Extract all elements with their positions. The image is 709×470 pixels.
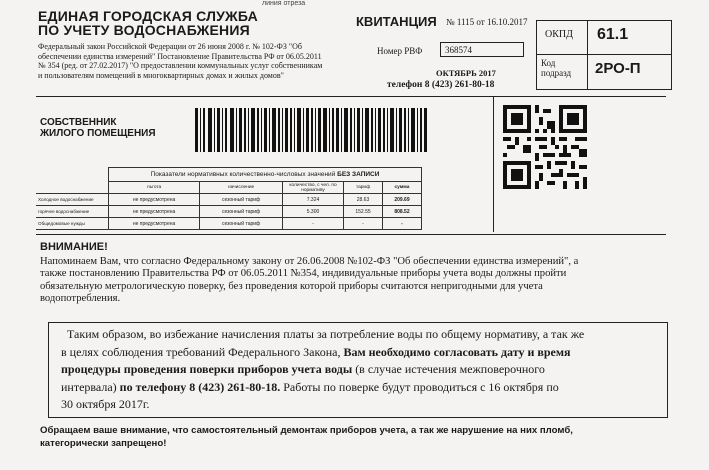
kod-label-line-2: подразд [541,68,572,78]
notice-line-3 [61,361,661,379]
notice-line-4-text: интервала) [61,379,120,394]
notice-line-2 [61,344,661,362]
codes-table [536,20,672,90]
attention-line-1: Напоминаем Вам, что согласно Федеральному закону от 26.06.2008 №102-ФЗ "Об обеспечении единства измерений", а [40,256,579,267]
footer-warning [40,425,680,450]
norm-table-caption-bold: БЕЗ ЗАПИСИ [337,171,380,178]
table-cell: - [283,218,344,230]
notice-text [61,326,661,414]
notice-line-3-bold: процедуры проведения поверки приборов учета воды [61,362,353,376]
qr-code [503,105,587,189]
notice-phone: по телефону 8 (423) 261-80-18. [119,379,281,394]
owner-line-1: СОБСТВЕННИК [40,117,117,128]
header-divider [36,96,666,97]
kod-value: 2РО-П [595,60,641,77]
receipt-number: № 1115 от 16.10.2017 [446,17,528,27]
norm-table [36,167,422,230]
okpd-label: ОКПД [545,29,573,40]
barcode [195,108,427,152]
notice-line-2-bold: Вам необходимо согласовать дату и время [343,344,571,359]
attention-line-4: водопотребления. [40,293,121,305]
norm-col-header: тариф [344,182,383,194]
table-cell: - [344,218,383,230]
owner-label [40,117,156,139]
table-row [36,206,422,218]
org-name-line-2: ПО УЧЕТУ ВОДОСНАБЖЕНИЯ [38,22,250,38]
notice-line-3-text: (в случае истечения межповерочного [352,362,545,376]
notice-box [48,322,668,418]
notice-line-4-tail: Работы по поверке будут проводиться с 16 октября по [280,379,559,394]
receipt-phone: телефон 8 (423) 261-80-18 [387,80,495,90]
norm-table-caption-text: Показатели нормативных количественно-числовых значений [150,171,336,178]
law-text [38,42,348,80]
table-cell: сезонный тариф [200,194,283,206]
rvf-label: Номер РВФ [377,46,423,56]
table-cell: сезонный тариф [200,206,283,218]
receipt-title: КВИТАНЦИЯ [356,14,437,29]
norm-col-header: начисление [200,182,283,194]
table-row [36,218,422,230]
norm-col-header: количество, с чел. по нормативу [283,182,344,194]
norm-col-header: сумма [382,182,421,194]
owner-line-2: ЖИЛОГО ПОМЕЩЕНИЯ [40,128,156,139]
attention-title: ВНИМАНИЕ! [40,241,108,253]
table-cell: 28.63 [344,194,383,206]
receipt-month: ОКТЯБРЬ 2017 [436,68,496,78]
norm-row-label: Общедомовые нужды [36,218,109,230]
norm-row-label: Холодное водоснабжение [36,194,109,206]
qr-divider [493,96,494,232]
notice-line-4 [61,379,661,397]
attention-text [40,256,670,306]
table-cell: сезонный тариф [200,218,283,230]
attention-line-3: обязательную метрологическую поверку, без проведения которой приборы считаются непригодными для учета [40,280,543,292]
table-cell: - [382,218,421,230]
okpd-value: 61.1 [597,26,629,43]
law-line-2: обеспечении единства измерений" Постановление Правительства РФ от 06.05.2011 [38,51,322,61]
table-cell: 808.52 [382,206,421,218]
footer-line-1: Обращаем ваше внимание, что самостоятельный демонтаж приборов учета, а так же нарушение на них пломб, [40,425,573,436]
attention-line-2: также постановлению Правительства РФ от 06.05.2011 №354, индивидуальные приборы учета воды должны пройти [40,268,567,280]
footer-line-2: категорически запрещено! [40,437,167,449]
norm-table-caption [109,168,422,182]
table-cell: 152.55 [344,206,383,218]
norm-col-header: льгота [109,182,200,194]
table-cell: не предусмотрена [109,194,200,206]
notice-line-5: 30 октября 2017г. [61,397,150,411]
table-row [36,194,422,206]
table-divider [36,234,666,235]
notice-line-1: Таким образом, во избежание начисления платы за потребление воды по общему нормативу, а так же [67,327,585,341]
law-line-1: Федеральный закон Российской Федерации от 26 июня 2008 г. № 102-ФЗ "Об [38,42,302,51]
org-name-line-1: ЕДИНАЯ ГОРОДСКАЯ СЛУЖБА [38,8,258,24]
rvf-value-field: 368574 [440,42,524,57]
notice-line-2-text: в целях соблюдения требований Федерального Закона, [61,344,344,359]
table-cell: не предусмотрена [109,206,200,218]
law-line-4: и пользователям помещений в многоквартирных домах и жилых домов" [38,70,284,80]
cut-line-label: линия отреза [262,0,306,7]
table-cell: не предусмотрена [109,218,200,230]
table-cell: 209.69 [382,194,421,206]
table-cell: 7.324 [283,194,344,206]
norm-row-label: горячее водоснабжение [36,206,109,218]
table-cell: 5.300 [283,206,344,218]
law-line-3: № 354 (ред. от 27.02.2017) "О предоставлении коммунальных услуг собственникам [38,61,323,71]
kod-label [541,58,571,78]
kod-label-line-1: Код [541,58,556,68]
